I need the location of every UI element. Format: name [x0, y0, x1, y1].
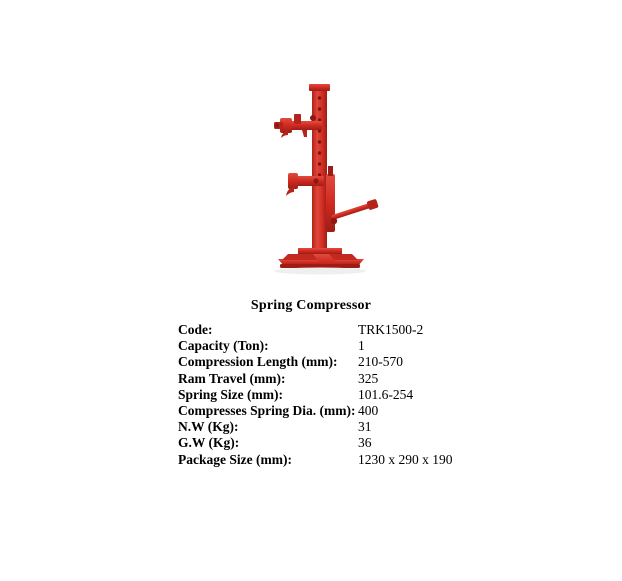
spec-label-net-weight: N.W (Kg):: [178, 419, 239, 435]
spec-label-ram-travel: Ram Travel (mm):: [178, 370, 286, 386]
spec-value-capacity: 1: [358, 338, 365, 354]
table-row: [178, 338, 453, 354]
spec-label-gross-weight: G.W (Kg):: [178, 435, 240, 451]
table-row: [178, 322, 453, 338]
product-title: Spring Compressor: [250, 298, 372, 313]
spec-label-package-size: Package Size (mm):: [178, 451, 292, 467]
spec-value-code: TRK1500-2: [358, 322, 424, 337]
spec-value-ram-travel: 325: [358, 370, 379, 386]
table-row: [178, 371, 453, 387]
spec-value-compression-length: 210-570: [358, 354, 403, 370]
spec-value-gross-weight: 36: [358, 435, 372, 451]
table-row: [178, 354, 453, 370]
spec-label-compression-length: Compression Length (mm):: [178, 354, 338, 370]
table-row: [178, 403, 453, 419]
spec-label-capacity: Capacity (Ton):: [178, 338, 269, 354]
spec-label-compresses-spring-dia: Compresses Spring Dia. (mm):: [178, 403, 356, 419]
spec-value-spring-size: 101.6-254: [358, 386, 414, 402]
spec-label-code: Code:: [178, 322, 213, 337]
table-row: [178, 419, 453, 435]
specifications-table: [178, 322, 453, 468]
product-image: [258, 78, 388, 283]
spec-label-spring-size: Spring Size (mm):: [178, 386, 283, 402]
table-row: [178, 452, 453, 468]
table-row: [178, 435, 453, 451]
spec-value-compresses-spring-dia: 400: [358, 403, 379, 419]
spec-value-net-weight: 31: [358, 419, 372, 435]
table-row: [178, 387, 453, 403]
spec-value-package-size: 1230 x 290 x 190: [358, 451, 453, 467]
